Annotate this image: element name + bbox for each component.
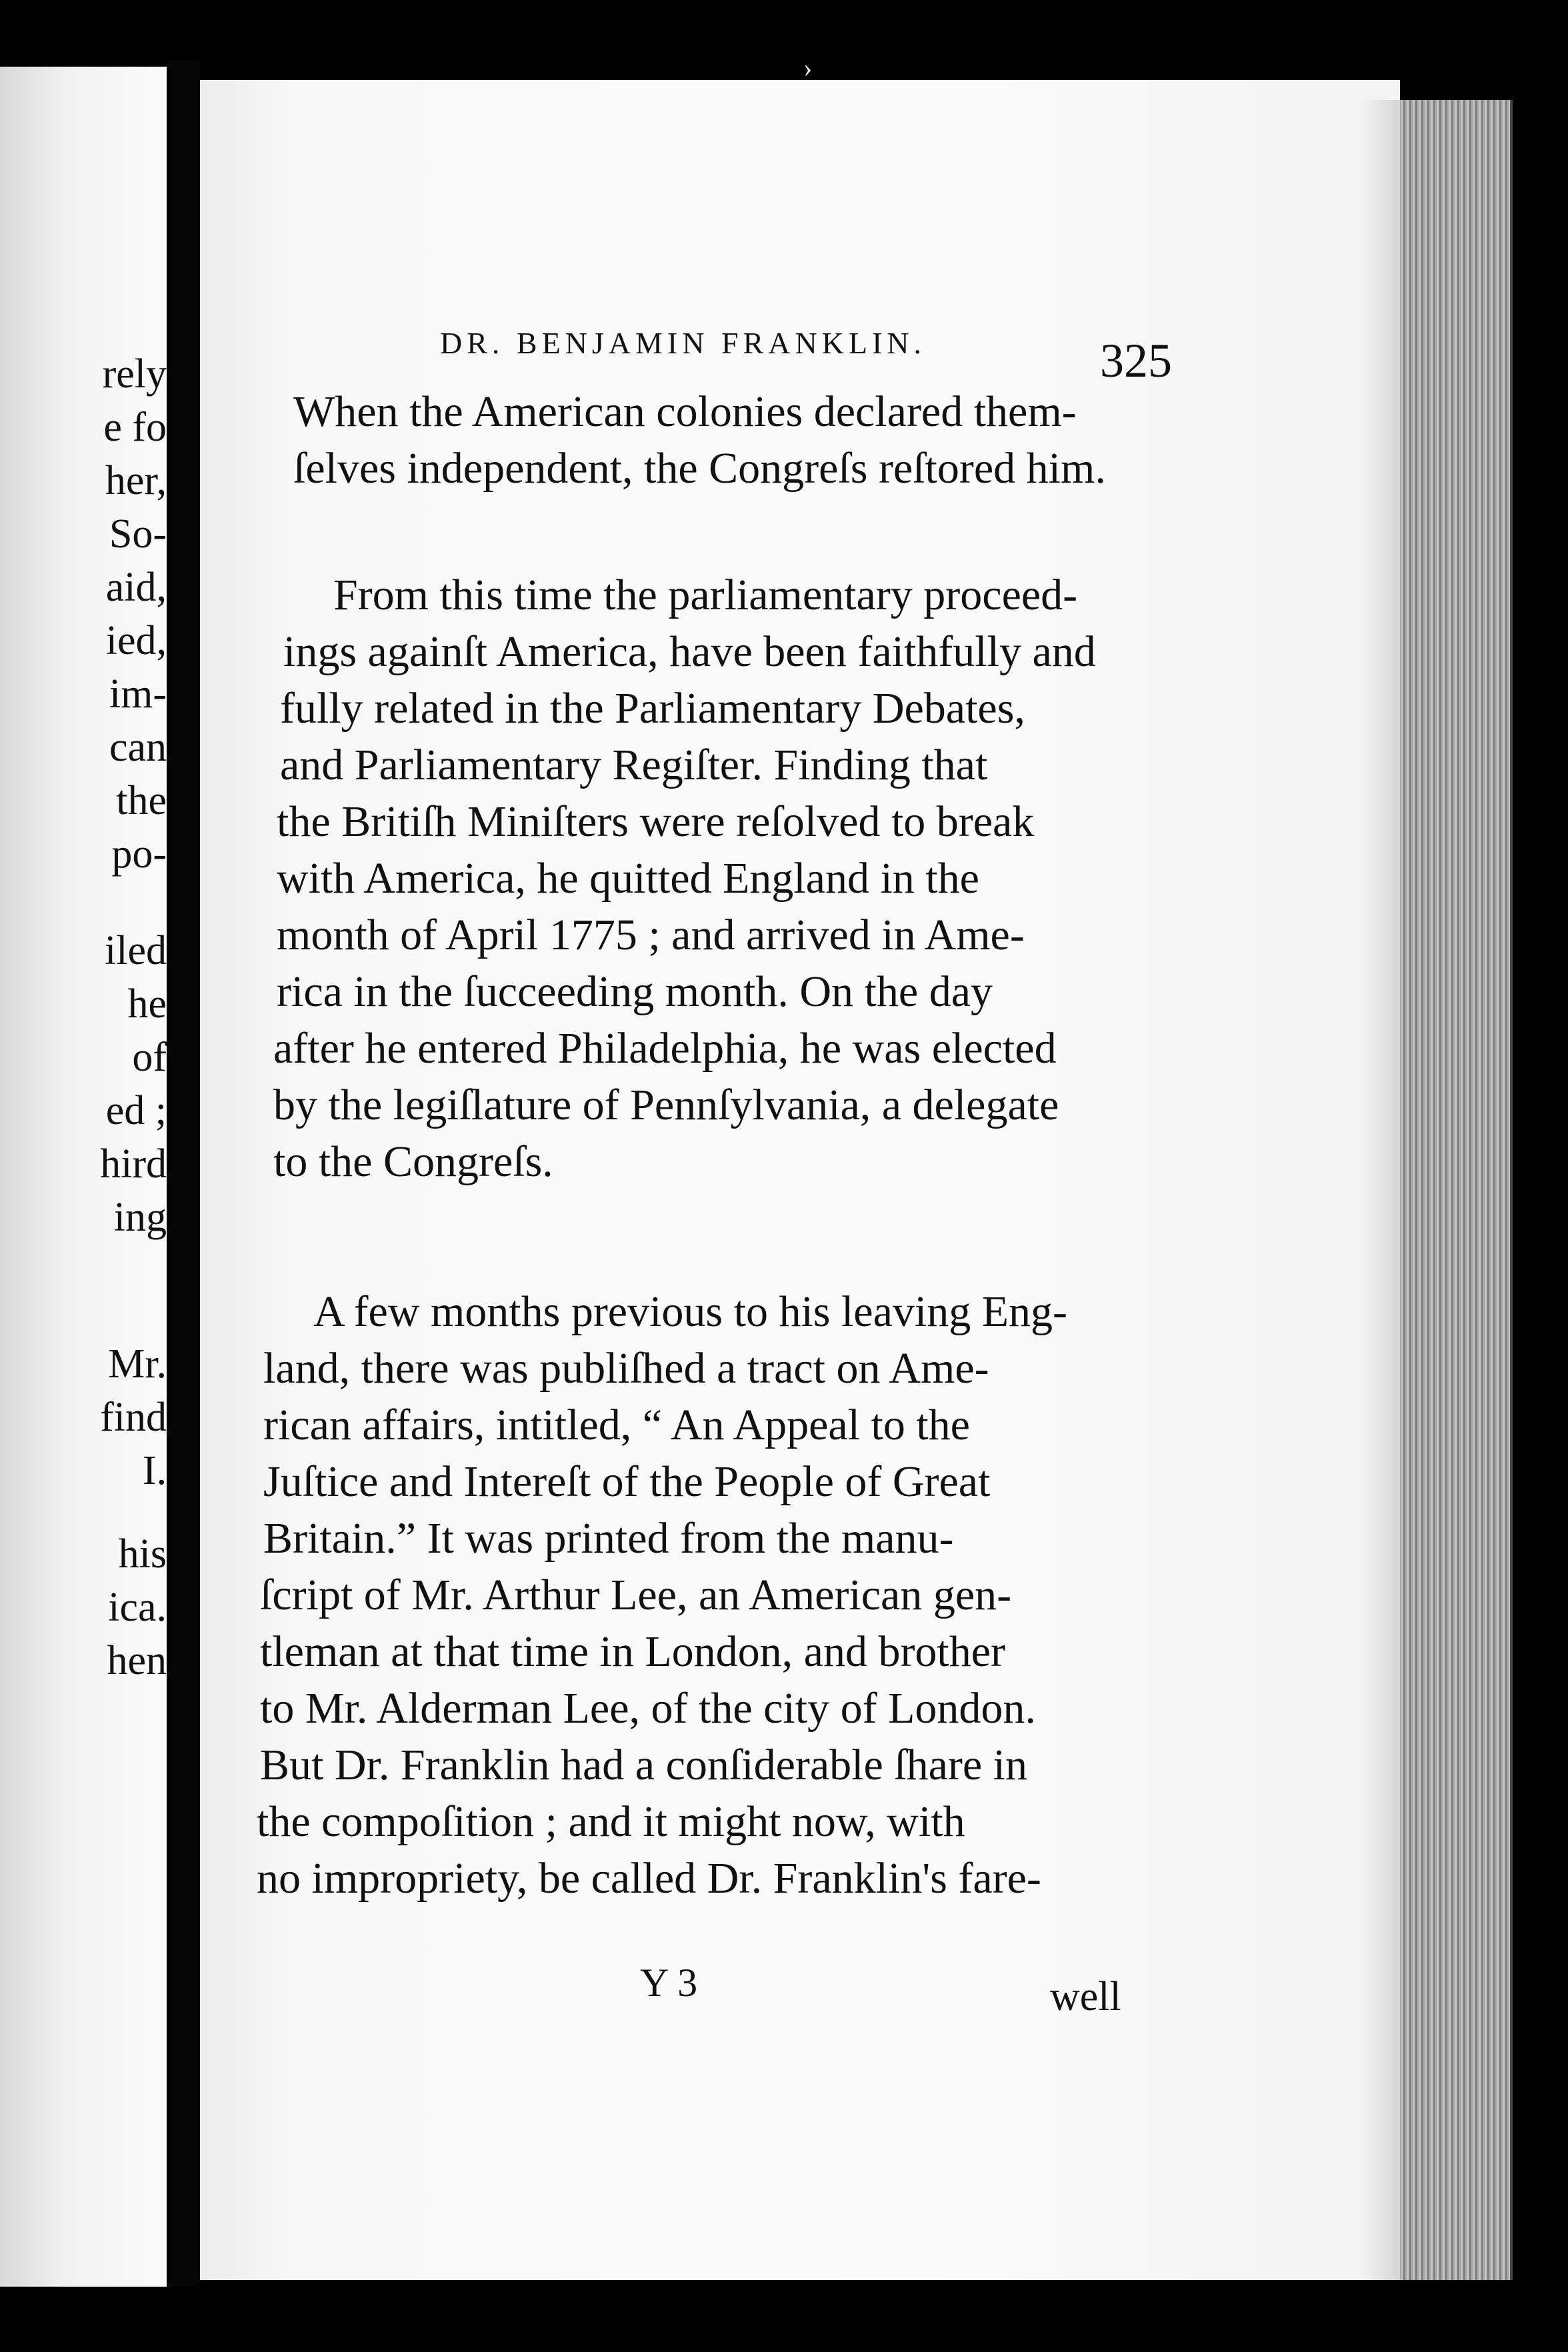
text-line: the compoſition ; and it might now, with [257, 1797, 965, 1846]
text-line: rican affairs, intitled, “ An Appeal to the [263, 1401, 970, 1449]
text-line: But Dr. Franklin had a conſiderable ſhare in [260, 1741, 1028, 1789]
text-line: rica in the ſucceeding month. On the day [277, 967, 993, 1016]
text-line: When the American colonies declared them- [293, 387, 1077, 436]
page-edges [1400, 100, 1513, 2280]
left-page-line: I. [142, 1448, 167, 1493]
left-page-line: Mr. [108, 1341, 167, 1387]
left-page-line: ica. [108, 1585, 167, 1630]
left-page-line: the [116, 778, 167, 823]
left-page-line: hird [100, 1141, 167, 1187]
page-edge-shadow [1360, 100, 1400, 2280]
text-line: month of April 1775 ; and arrived in Ame- [277, 911, 1025, 959]
left-page-line: can [109, 725, 167, 770]
left-page-line: e fo [103, 405, 167, 450]
left-page-line: of [132, 1035, 167, 1080]
text-line: Juſtice and Intereſt of the People of Great [263, 1457, 991, 1506]
left-page-line: find [100, 1395, 167, 1440]
left-page-line: he [127, 981, 167, 1027]
left-page-line: po- [111, 831, 167, 877]
text-line: ſelves independent, the Congreſs reſtored him. [293, 444, 1106, 493]
left-page-line: ied, [105, 618, 167, 663]
left-page-line: iled [105, 928, 167, 973]
text-line: ings againſt America, have been faithfully and [283, 627, 1096, 676]
book-gutter [167, 60, 200, 2287]
left-page-line: hen [107, 1638, 167, 1683]
left-page-line: ed ; [105, 1088, 167, 1133]
text-line: by the legiſlature of Pennſylvania, a delegate [273, 1081, 1059, 1129]
left-page-line: ing [113, 1195, 167, 1240]
running-head: DR. BENJAMIN FRANKLIN. [440, 326, 927, 360]
page-number: 325 [1100, 334, 1172, 387]
text-line: after he entered Philadelphia, he was elected [273, 1024, 1057, 1073]
text-line: to the Congreſs. [273, 1137, 553, 1186]
left-page-line: her, [105, 458, 167, 503]
left-page-line: his [118, 1531, 167, 1577]
text-line: fully related in the Parliamentary Debates, [280, 684, 1025, 733]
text-line: with America, he quitted England in the [277, 854, 979, 903]
text-line: Britain.” It was printed from the manu- [263, 1514, 954, 1563]
text-line: From this time the parliamentary proceed- [333, 571, 1078, 619]
text-line: the Britiſh Miniſters were reſolved to break [277, 797, 1035, 846]
left-page-line: aid, [105, 565, 167, 610]
text-line: and Parliamentary Regiſter. Finding that [280, 741, 988, 789]
text-line: to Mr. Alderman Lee, of the city of London. [260, 1684, 1036, 1733]
catchword: well [1050, 1974, 1121, 2019]
left-page-line: im- [109, 671, 167, 717]
previous-page-fragment [0, 67, 167, 2287]
scan-mark: › [803, 53, 813, 83]
text-line: no impropriety, be called Dr. Franklin's fare- [257, 1854, 1041, 1903]
text-line: ſcript of Mr. Arthur Lee, an American gen- [260, 1571, 1012, 1619]
left-page-line: rely [102, 351, 167, 397]
signature-mark: Y 3 [640, 1961, 698, 2005]
left-page-line: So- [109, 511, 167, 557]
text-line: tleman at that time in London, and brother [260, 1627, 1006, 1676]
text-line: land, there was publiſhed a tract on Ame- [263, 1344, 989, 1393]
text-line: A few months previous to his leaving Eng- [313, 1287, 1068, 1336]
